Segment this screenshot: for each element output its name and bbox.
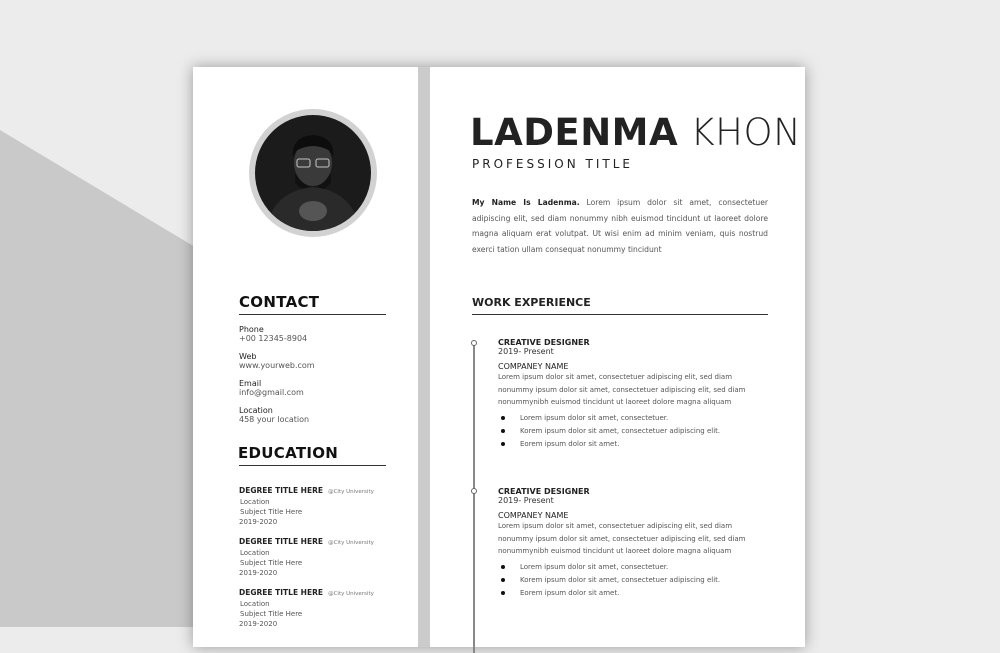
job-role: CREATIVE DESIGNER — [498, 338, 590, 347]
job-period: 2019- Present — [498, 347, 554, 356]
bullet: Korem ipsum dolor sit amet, consectetuer adipiscing elit. — [498, 574, 763, 587]
contact-email — [239, 379, 315, 406]
bullet: Korem ipsum dolor sit amet, consectetuer adipiscing elit. — [498, 425, 763, 438]
edu-subject: Subject Title Here — [240, 508, 303, 516]
edu-subject: Subject Title Here — [240, 610, 303, 618]
job-role: CREATIVE DESIGNER — [498, 487, 590, 496]
work-rule — [472, 314, 768, 315]
job-bullets — [498, 561, 763, 600]
school: @City University — [328, 540, 374, 546]
edu-years: 2019-2020 — [239, 569, 278, 577]
school: @City University — [328, 591, 374, 597]
school: @City University — [328, 489, 374, 495]
first-name: LADENMA — [470, 111, 679, 154]
work-heading: WORK EXPERIENCE — [472, 296, 591, 309]
education-list — [239, 478, 374, 631]
job-bullets — [498, 412, 763, 451]
email-value: info@gmail.com — [239, 388, 304, 397]
timeline-line — [473, 343, 475, 653]
location-value: 458 your location — [239, 415, 310, 424]
degree-title: DEGREE TITLE HERE — [239, 537, 323, 546]
web-label: Web — [239, 352, 257, 361]
contact-rule — [239, 314, 386, 315]
profile-photo — [249, 109, 377, 237]
edu-location: Location — [240, 498, 270, 506]
web-value: www.yourweb.com — [239, 361, 315, 370]
divider-stripe — [418, 67, 430, 647]
job-entry — [498, 487, 763, 600]
profession-title: PROFESSION TITLE — [472, 157, 633, 171]
bullet: Eorem ipsum dolor sit amet. — [498, 438, 763, 451]
phone-value: +00 12345-8904 — [239, 334, 308, 343]
degree-title: DEGREE TITLE HERE — [239, 588, 323, 597]
intro-paragraph — [472, 195, 768, 258]
timeline-dot-icon — [471, 340, 477, 346]
bullet: Lorem ipsum dolor sit amet, consectetuer. — [498, 561, 763, 574]
job-entry — [498, 338, 763, 451]
last-name: KHON — [690, 111, 802, 154]
contact-heading: CONTACT — [239, 293, 320, 311]
bullet: Lorem ipsum dolor sit amet, consectetuer. — [498, 412, 763, 425]
intro-bold: My Name Is Ladenma. — [472, 198, 580, 207]
education-item — [239, 529, 374, 580]
contact-phone — [239, 325, 315, 352]
education-item — [239, 580, 374, 631]
person-silhouette-icon — [255, 115, 371, 231]
company-name: COMPANEY NAME — [498, 362, 569, 371]
education-heading: EDUCATION — [238, 444, 339, 462]
edu-years: 2019-2020 — [239, 620, 278, 628]
edu-location: Location — [240, 549, 270, 557]
job-description: Lorem ipsum dolor sit amet, consectetuer adipiscing elit, sed diam nonummy ipsum dolor sit amet, consectetuer adipiscing elit, sed diam nonummynibh euismod tincidunt ut laoreet dolore magna aliquam — [498, 373, 746, 406]
job-period: 2019- Present — [498, 496, 554, 505]
bullet: Eorem ipsum dolor sit amet. — [498, 587, 763, 600]
degree-title: DEGREE TITLE HERE — [239, 486, 323, 495]
edu-location: Location — [240, 600, 270, 608]
location-label: Location — [239, 406, 273, 415]
education-rule — [239, 465, 386, 466]
job-description: Lorem ipsum dolor sit amet, consectetuer adipiscing elit, sed diam nonummy ipsum dolor sit amet, consectetuer adipiscing elit, sed diam nonummynibh euismod tincidunt ut laoreet dolore magna aliquam — [498, 522, 746, 555]
edu-subject: Subject Title Here — [240, 559, 303, 567]
full-name — [470, 111, 801, 155]
timeline-dot-icon — [471, 488, 477, 494]
phone-label: Phone — [239, 325, 264, 334]
edu-years: 2019-2020 — [239, 518, 278, 526]
contact-list — [239, 325, 315, 433]
email-label: Email — [239, 379, 262, 388]
contact-location — [239, 406, 315, 433]
contact-web — [239, 352, 315, 379]
resume-page — [193, 67, 805, 647]
education-item — [239, 478, 374, 529]
company-name: COMPANEY NAME — [498, 511, 569, 520]
intro-text: Lorem ipsum dolor sit amet, consectetuer adipiscing elit, sed diam nonummy nibh euismod tincidunt ut laoreet dolore magna aliquam erat volutpat. Ut wisi enim ad minim veniam, quis nostrud exerci tation ullam consequat nonummy tincidunt — [472, 198, 768, 255]
